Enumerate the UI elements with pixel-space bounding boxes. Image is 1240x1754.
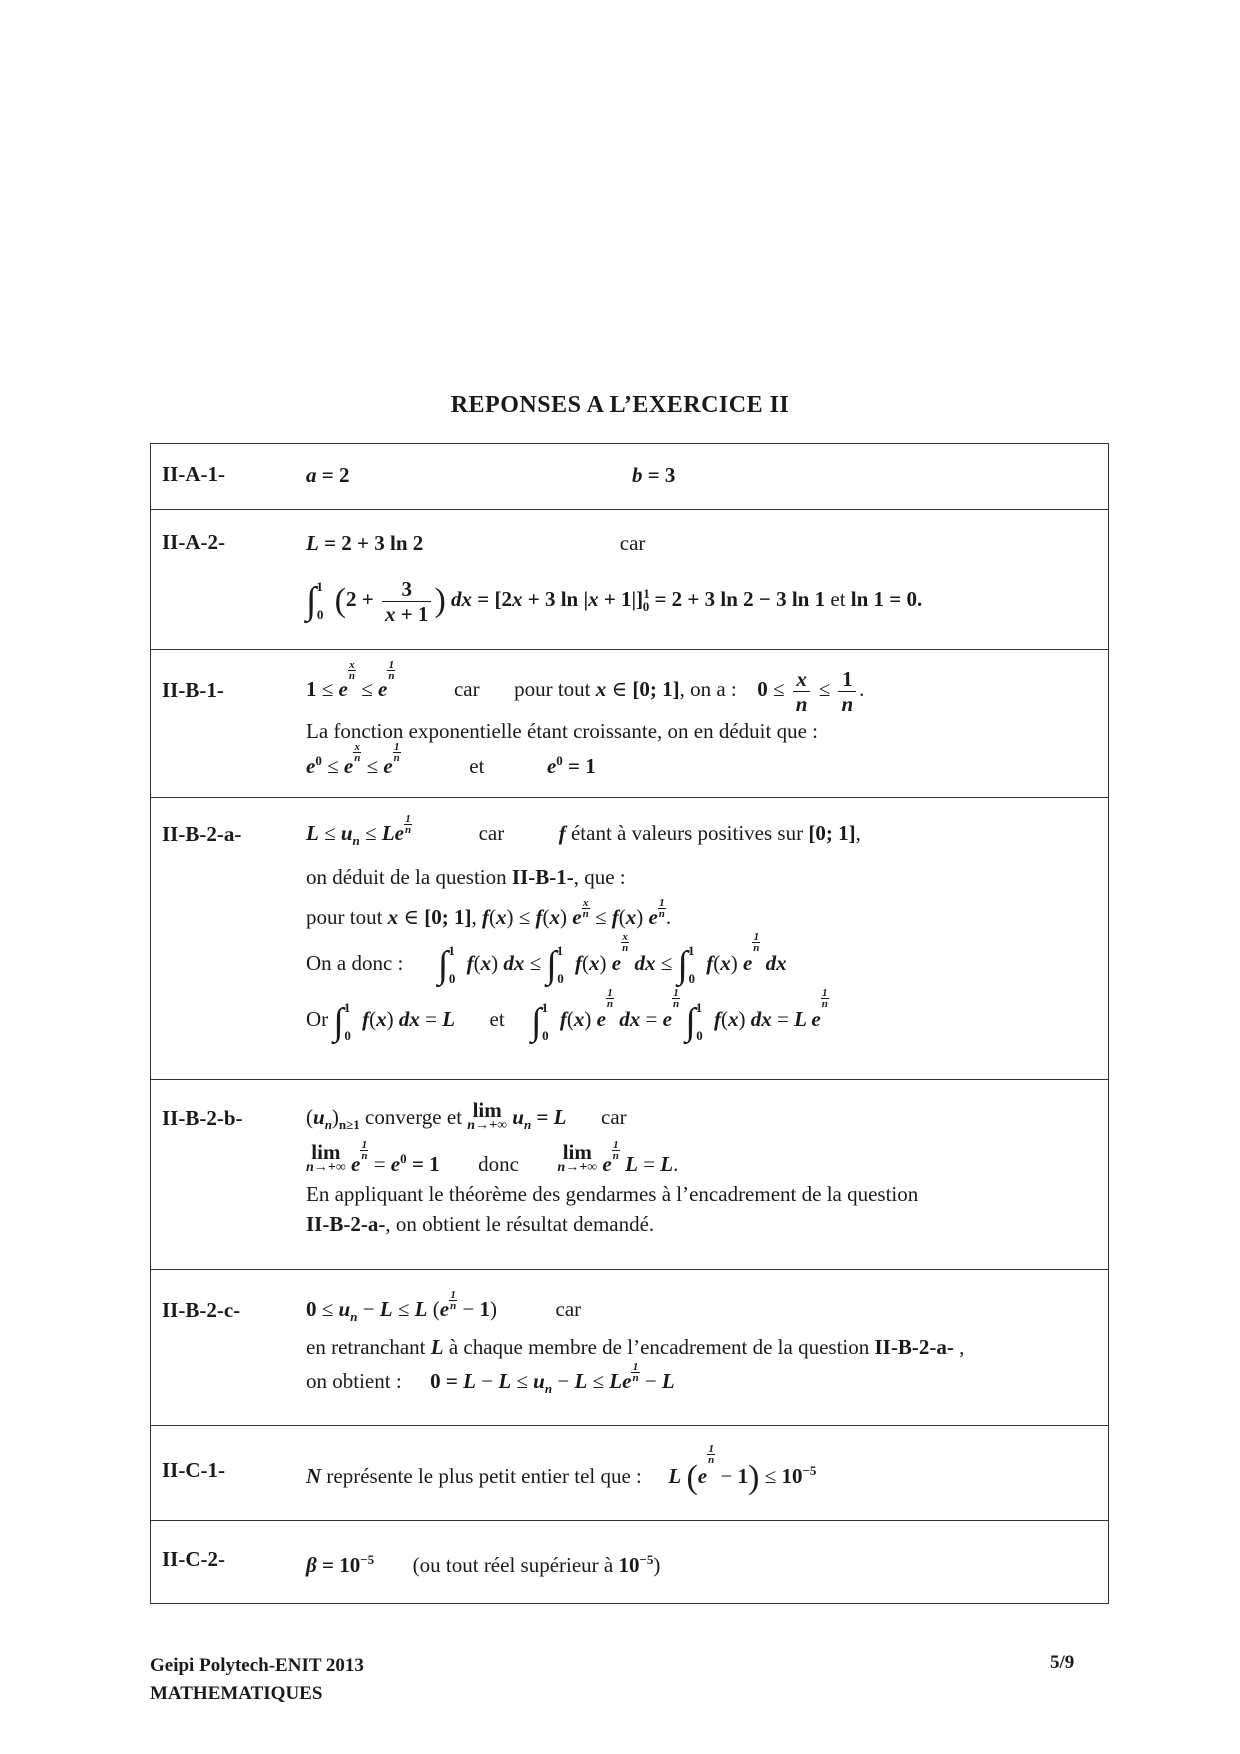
question-id: II-B-2-c- <box>151 1270 307 1426</box>
table-row <box>151 444 1109 510</box>
answer-cell <box>306 510 1109 650</box>
table-row <box>151 1080 1109 1270</box>
math-line: $(u_n)_{n\ge 1}$ converge et lim n→+∞ $u_n = L$ car <box>306 1098 627 1133</box>
math-line: N représente le plus petit entier tel que : L (e $\frac{1}{n}$ − $1) \le 10^{-5}$ <box>306 1443 817 1497</box>
footer-line1: Geipi Polytech-ENIT 2013 <box>150 1655 364 1676</box>
page-number: 5/9 <box>1050 1652 1075 1673</box>
answer-cell <box>306 1270 1109 1426</box>
question-id: II-C-1- <box>151 1426 307 1521</box>
answer-cell <box>306 798 1109 1080</box>
text-line: en retranchant L à chaque membre de l’encadrement de la question II-B-2-a- , <box>306 1335 965 1360</box>
answer-cell <box>306 1080 1109 1270</box>
table-row <box>151 1426 1109 1521</box>
footer-info <box>150 1652 364 1708</box>
table-row <box>151 798 1109 1080</box>
table-row <box>151 1270 1109 1426</box>
math-line: 1 ≤ e $\frac{x}{n}$ ≤ e $\frac{1}{n}$ car pour tout x ∈ [0; 1], on a : 0 ≤ $\frac{x}{n}$ ≤ $\frac{1}{n}$ . <box>306 659 865 716</box>
math-line: ∫10 (2 + $\frac{3}{x + 1}$ ) dx = [2x + 3 ln |x + 1|]$^1_0$ = 2 + 3 ln 2 − 3 ln 1 et ln 1 = 0. <box>306 576 923 626</box>
math-line: a = 2 b = 3 <box>306 463 676 487</box>
answer-cell <box>306 1426 1109 1521</box>
question-id: II-A-1- <box>151 444 307 510</box>
math-line: On a donc : ∫10 f(x) dx ≤ ∫10 f(x) e $\frac{x}{n}$ dx ≤ ∫10 f(x) e $\frac{1}{n}$ dx <box>306 931 787 987</box>
question-id: II-B-2-b- <box>151 1080 307 1270</box>
text-line: on déduit de la question II-B-1-, que : <box>306 865 626 890</box>
math-line: on obtient : $0 = L - L \le u_n - L \le Le$ $\frac{1}{n}$ − L <box>306 1361 675 1397</box>
text-line: La fonction exponentielle étant croissante, on en déduit que : <box>306 718 818 743</box>
math-line: $0 \le u_n - L \le L$ (e $\frac{1}{n}$ − 1) car <box>306 1289 582 1325</box>
page-title: REPONSES A L’EXERCICE II <box>450 392 790 418</box>
question-id: II-B-1- <box>151 650 307 798</box>
table-row <box>151 650 1109 798</box>
answer-cell <box>306 650 1109 798</box>
footer-line2: MATHEMATIQUES <box>150 1683 323 1704</box>
math-line: pour tout x ∈ [0; 1], f(x) ≤ f(x) e $\frac{x}{n}$ ≤ f(x) e $\frac{1}{n}$ . <box>306 897 672 930</box>
question-id: II-C-2- <box>151 1521 307 1604</box>
math-line: $L \le u_n \le Le$ $\frac{1}{n}$ car f étant à valeurs positives sur [0; 1], <box>306 813 861 849</box>
math-line: $\beta = 10^{-5}$ (ou tout réel supérieur à $10^{-5}$) <box>306 1552 661 1577</box>
math-line: Or ∫10 f(x) dx = L et ∫10 f(x) e $\frac{1}{n}$ dx = e $\frac{1}{n}$ ∫10 f(x) dx = L e $\frac{1}{n}$ <box>306 987 828 1043</box>
table-row <box>151 510 1109 650</box>
text-line: II-B-2-a-, on obtient le résultat demandé. <box>306 1212 655 1237</box>
table-row <box>151 1521 1109 1604</box>
question-id: II-B-2-a- <box>151 798 307 1080</box>
answer-cell <box>306 1521 1109 1604</box>
question-id: II-A-2- <box>151 510 307 650</box>
math-line: L = 2 + 3 ln 2 car <box>306 531 646 555</box>
answer-cell <box>306 444 1109 510</box>
math-line: $e^0 \le e$ $\frac{x}{n}$ ≤ e $\frac{1}{n}$ et $e^0 = 1$ <box>306 740 596 778</box>
math-line: lim n→+∞ e $\frac{1}{n}$ = $e^0 = 1$ donc lim n→+∞ e $\frac{1}{n}$ L = L. <box>306 1139 679 1177</box>
text-line: En appliquant le théorème des gendarmes à l’encadrement de la question <box>306 1182 919 1207</box>
answers-table <box>150 443 1109 1604</box>
